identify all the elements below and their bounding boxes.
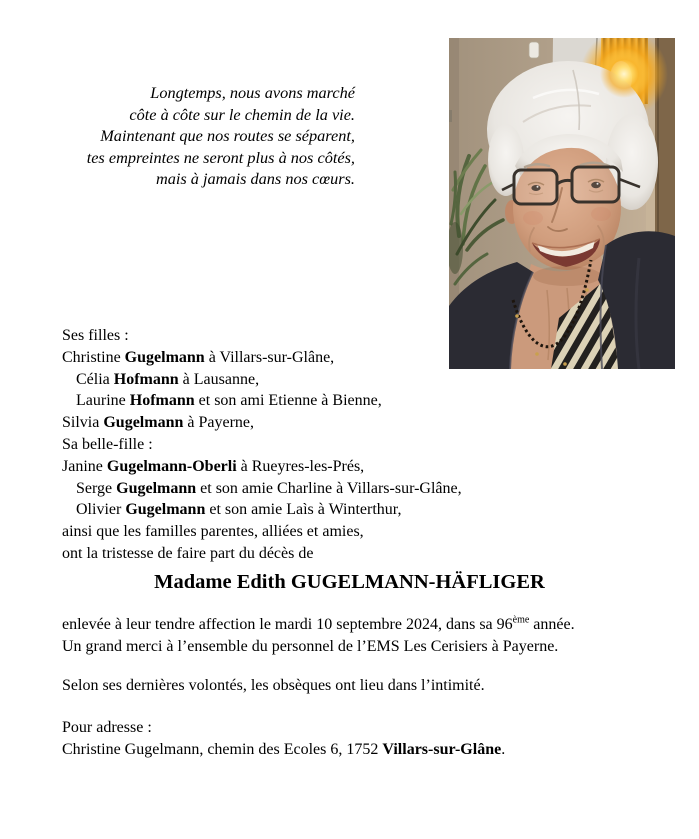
family-line: Janine Gugelmann-Oberli à Rueyres-les-Prés, xyxy=(62,457,365,475)
family-line: Olivier Gugelmann et son amie Laìs à Winterthur, xyxy=(76,501,402,519)
poem-line: Maintenant que nos routes se séparent, xyxy=(100,126,355,146)
portrait-photo-image xyxy=(449,38,675,369)
family-line: Christine Gugelmann à Villars-sur-Glâne, xyxy=(62,348,335,366)
poem-line: mais à jamais dans nos cœurs. xyxy=(155,169,355,189)
family-line: Ses filles : xyxy=(62,327,129,344)
address-block xyxy=(62,717,662,761)
lamp-flare-overlay xyxy=(600,50,648,98)
family-line: ainsi que les familles parentes, alliées et amies, xyxy=(62,523,364,541)
family-line: Silvia Gugelmann à Payerne, xyxy=(62,414,254,432)
address-line: Christine Gugelmann, chemin des Ecoles 6, 1752 Villars-sur-Glâne. xyxy=(62,741,506,759)
portrait-photo xyxy=(449,38,675,369)
poem-line: côte à côte sur le chemin de la vie. xyxy=(129,104,355,124)
poem-line: Longtemps, nous avons marché xyxy=(150,83,355,102)
deceased-name: Madame Edith GUGELMANN-HÄFLIGER xyxy=(154,571,545,593)
announcement-line-1: enlevée à leur tendre affection le mardi 10 septembre 2024, dans sa 96ème année. xyxy=(62,614,575,633)
family-line: Serge Gugelmann et son amie Charline à Villars-sur-Glâne, xyxy=(76,479,462,497)
family-line: Sa belle-fille : xyxy=(62,435,153,453)
wall-sensor xyxy=(529,42,539,58)
family-line: Laurine Hofmann et son ami Etienne à Bienne, xyxy=(76,392,382,410)
memorial-poem xyxy=(40,82,355,190)
announcement-line-2: Un grand merci à l’ensemble du personnel de l’EMS Les Cerisiers à Payerne. xyxy=(62,638,559,656)
family-line: Célia Hofmann à Lausanne, xyxy=(76,370,260,388)
address-label: Pour adresse : xyxy=(62,719,152,736)
cheek-right xyxy=(591,207,611,221)
family-list xyxy=(62,325,502,565)
funeral-notice: Selon ses dernières volontés, les obsèques ont lieu dans l’intimité. xyxy=(62,677,485,694)
family-line: ont la tristesse de faire part du décès de xyxy=(62,544,314,562)
cheek-left xyxy=(523,211,543,225)
death-announcement xyxy=(62,614,662,658)
poem-line: tes empreintes ne seront plus à nos côtés, xyxy=(86,147,355,167)
